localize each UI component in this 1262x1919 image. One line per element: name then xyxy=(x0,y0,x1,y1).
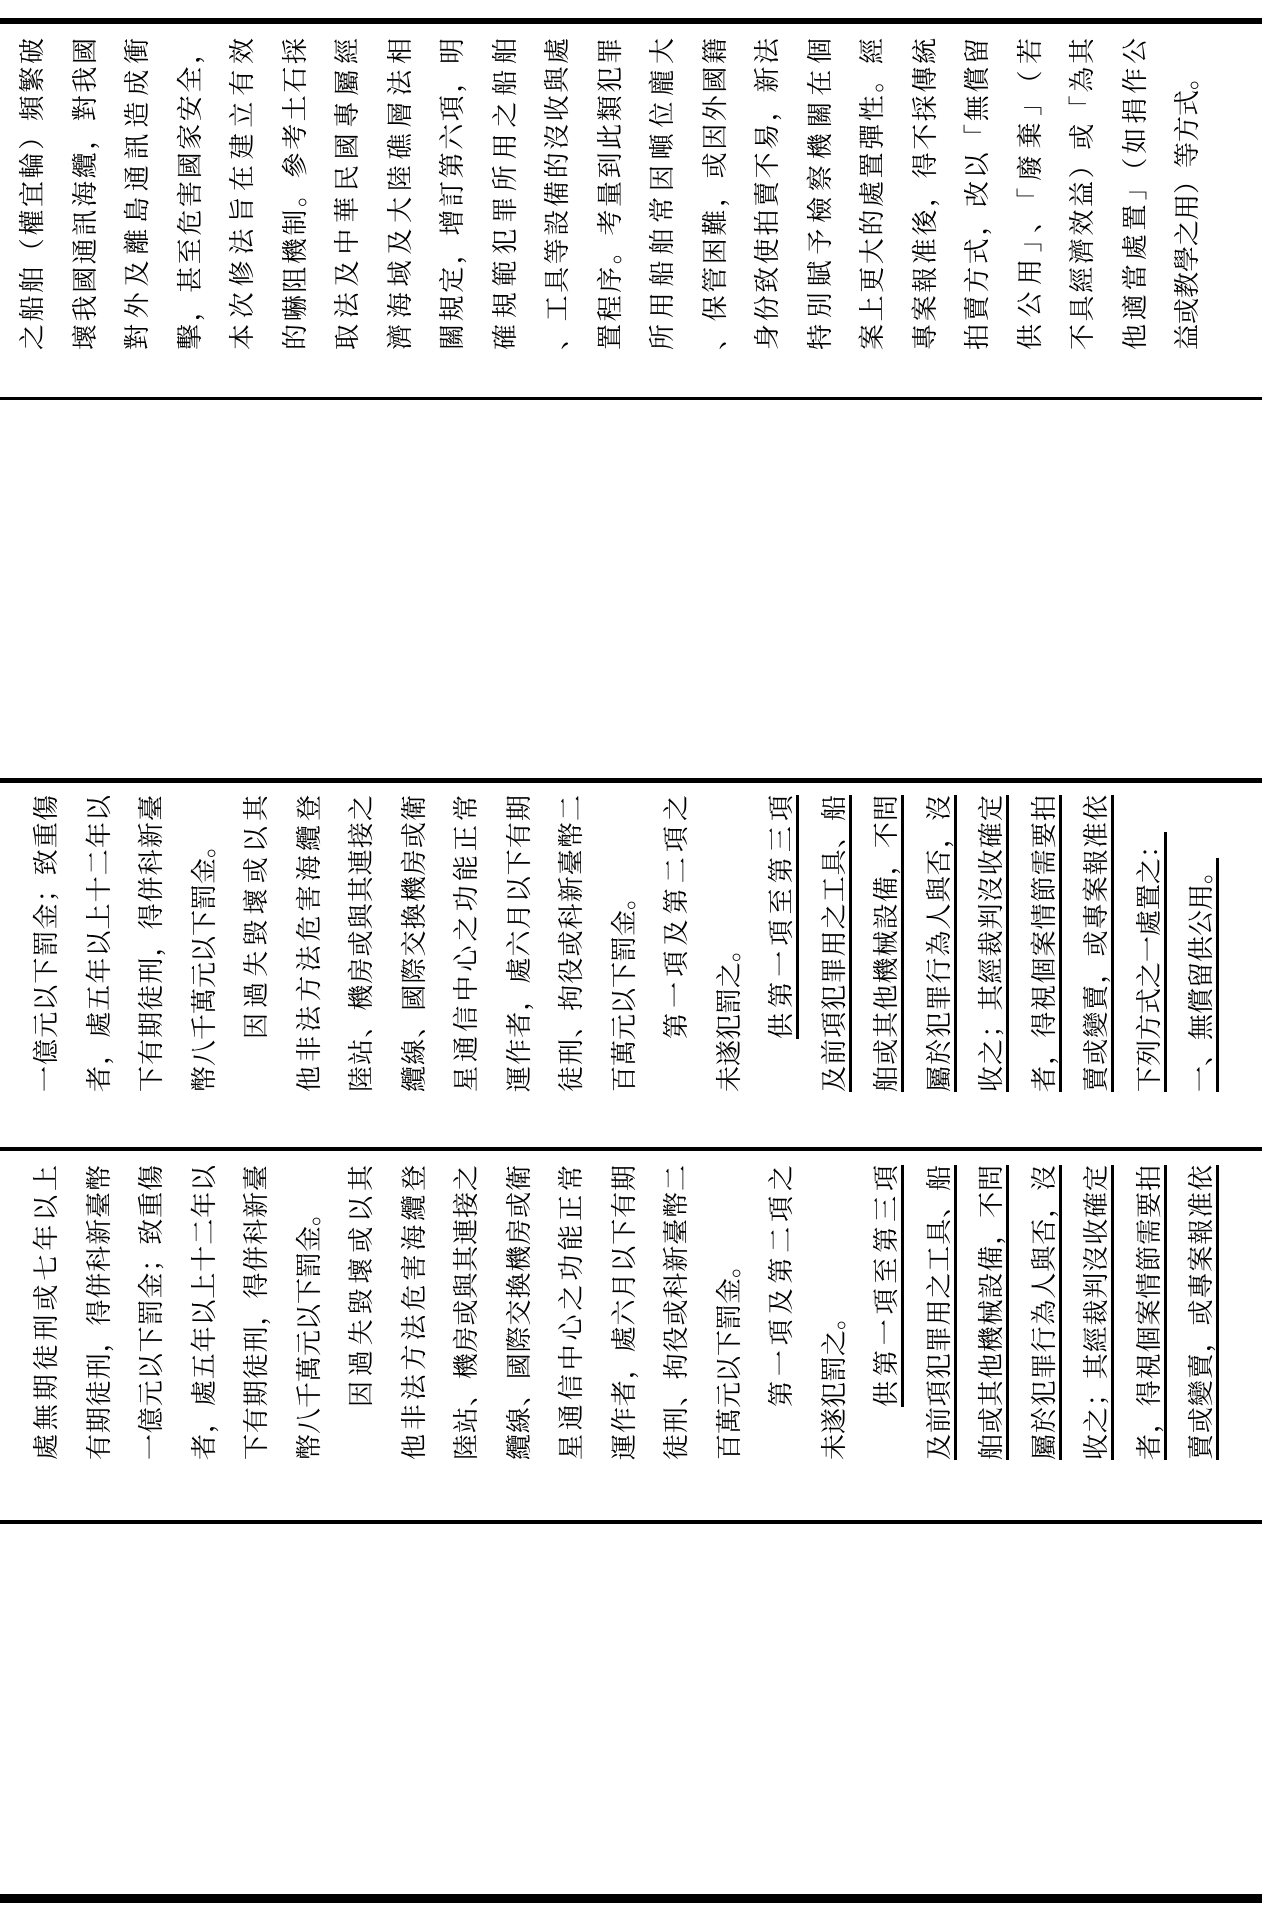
line-text: 運作者，處六月以下有期 xyxy=(609,1165,639,1460)
text-line xyxy=(74,795,127,1092)
table-outer-border-left xyxy=(0,1894,1262,1903)
text-line xyxy=(179,795,232,1092)
underlined-line-text: 舶或其他機械設備，不問 xyxy=(977,1165,1006,1460)
text-line xyxy=(7,38,60,350)
underlined-line-text: 賣或變賣，或專案報准依 xyxy=(1187,1165,1216,1460)
line-text: 取法及中華民國專屬經 xyxy=(333,38,362,350)
line-text: 身份致使拍賣不易，新法 xyxy=(753,38,782,350)
text-line xyxy=(441,1165,494,1460)
text-line xyxy=(284,1165,337,1460)
text-line xyxy=(756,1165,809,1460)
text-line xyxy=(861,1165,914,1460)
text-line xyxy=(704,795,757,1092)
line-text: 陸站、機房或與其連接之 xyxy=(452,1165,481,1460)
text-line xyxy=(704,1165,757,1460)
text-line xyxy=(270,38,323,350)
line-text: 星通信中心之功能正常 xyxy=(452,795,481,1092)
line-text: 拍賣方式，改以「無償留 xyxy=(963,38,992,350)
text-line xyxy=(546,795,599,1092)
line-text: 徒刑、拘役或科新臺幣二 xyxy=(662,1165,691,1460)
table-cell-explanation xyxy=(0,24,1262,397)
text-line xyxy=(60,38,113,350)
text-line xyxy=(74,1165,127,1460)
line-text: 擊，甚至危害國家安全， xyxy=(175,38,205,350)
underlined-line-text: 收之；其經裁判沒收確定 xyxy=(977,795,1006,1092)
line-text: 纜線、國際交換機房或衛 xyxy=(399,795,429,1092)
table-cell-provision-lower xyxy=(0,1151,1262,1520)
table-cell-provision-middle xyxy=(0,783,1262,1146)
line-text: 一億元以下罰金；致重傷 xyxy=(32,795,61,1092)
underlined-line-text: 賣或變賣，或專案報准依 xyxy=(1082,795,1111,1092)
line-text: 未遂犯罰之。 xyxy=(819,1303,849,1460)
line-text: 因過失毀壞或以其 xyxy=(347,1165,376,1407)
text-line xyxy=(1071,1165,1124,1460)
text-line xyxy=(1176,1165,1229,1460)
line-text: 關規定，增訂第六項，明 xyxy=(438,38,467,350)
line-text: 案上更大的處置彈性。經 xyxy=(858,38,887,350)
text-line xyxy=(389,795,442,1092)
text-line xyxy=(1005,38,1058,350)
text-line xyxy=(599,795,652,1092)
underlined-line-text: 屬於犯罪行為人與否，沒 xyxy=(924,795,954,1092)
line-text: 未遂犯罰之。 xyxy=(714,935,744,1092)
text-line xyxy=(389,1165,442,1460)
text-line xyxy=(532,38,585,350)
text-line xyxy=(599,1165,652,1460)
text-line xyxy=(952,38,1005,350)
text-line xyxy=(21,795,74,1092)
text-line xyxy=(809,795,862,1092)
text-line xyxy=(637,38,690,350)
text-line xyxy=(1176,795,1229,1092)
line-text: 所用船舶常因噸位龐大 xyxy=(648,38,677,350)
line-text: 置程序。考量到此類犯罪 xyxy=(595,38,625,350)
line-text: 他非法方法危害海纜登 xyxy=(399,1165,429,1460)
line-text: 者，處五年以上十二年以 xyxy=(84,795,114,1092)
line-text: 運作者，處六月以下有期 xyxy=(504,795,534,1092)
line-text: 第一項及第二項之 xyxy=(767,1165,796,1407)
line-text: 第一項及第二項之 xyxy=(662,795,691,1039)
text-line xyxy=(112,38,165,350)
table-cell-empty-bottom xyxy=(0,1524,1262,1894)
line-text: 壞我國通訊海纜，對我國 xyxy=(70,38,100,350)
line-text: 不具經濟效益）或「為其 xyxy=(1068,38,1097,350)
line-text: 、工具等設備的沒收與處 xyxy=(543,38,572,350)
line-text: 供公用」、「廢棄」（若 xyxy=(1015,38,1045,350)
text-line xyxy=(1110,38,1163,350)
text-line xyxy=(1071,795,1124,1092)
text-line xyxy=(336,1165,389,1460)
text-line xyxy=(1019,1165,1072,1460)
text-line xyxy=(375,38,428,350)
line-text: 本次修法旨在建立有效 xyxy=(228,38,257,350)
text-line xyxy=(1162,38,1215,350)
underlined-line-text: 者，得視個案情節需要拍 xyxy=(1134,1165,1164,1460)
line-text: 者，處五年以上十二年以 xyxy=(189,1165,219,1460)
line-text: 有期徒刑，得併科新臺幣 xyxy=(84,1165,114,1460)
text-line xyxy=(427,38,480,350)
text-line xyxy=(165,38,218,350)
line-text: 特別賦予檢察機關在個 xyxy=(805,38,835,350)
line-text: 下有期徒刑，得併科新臺 xyxy=(242,1165,271,1460)
text-line xyxy=(690,38,743,350)
line-text: 陸站、機房或與其連接之 xyxy=(347,795,376,1092)
text-line xyxy=(231,1165,284,1460)
line-text: 星通信中心之功能正常 xyxy=(557,1165,586,1460)
text-line xyxy=(126,795,179,1092)
text-line xyxy=(809,1165,862,1460)
underlined-line-text: 及前項犯罪用之工具、船 xyxy=(924,1165,954,1460)
underlined-line-text: 供第一項至第三項 xyxy=(767,795,796,1039)
line-text: 幣八千萬元以下罰金。 xyxy=(294,1199,324,1460)
text-line xyxy=(966,795,1019,1092)
underlined-line-text: 收之；其經裁判沒收確定 xyxy=(1082,1165,1111,1460)
line-text: 下有期徒刑，得併科新臺 xyxy=(137,795,166,1092)
line-text: 纜線、國際交換機房或衛 xyxy=(504,1165,534,1460)
line-text: 一億元以下罰金；致重傷 xyxy=(137,1165,166,1460)
text-line xyxy=(914,795,967,1092)
text-line xyxy=(847,38,900,350)
text-line xyxy=(494,1165,547,1460)
line-text: 處無期徒刑或七年以上 xyxy=(32,1165,61,1460)
text-line xyxy=(441,795,494,1092)
text-line xyxy=(322,38,375,350)
underlined-line-text: 及前項犯罪用之工具、船 xyxy=(819,795,849,1092)
text-line xyxy=(651,1165,704,1460)
line-text: 徒刑、拘役或科新臺幣二 xyxy=(557,795,586,1092)
line-text: 的嚇阻機制。參考土石採 xyxy=(280,38,310,350)
text-line xyxy=(1124,795,1177,1092)
text-line xyxy=(795,38,848,350)
text-line xyxy=(494,795,547,1092)
text-line xyxy=(284,795,337,1092)
text-line xyxy=(480,38,533,350)
text-line xyxy=(21,1165,74,1460)
underlined-line-text: 下列方式之一處置之： xyxy=(1134,831,1164,1092)
underlined-line-text: 供第一項至第三項 xyxy=(872,1165,901,1407)
text-line xyxy=(756,795,809,1092)
table-cell-empty-upper xyxy=(0,400,1262,778)
underlined-line-text: 者，得視個案情節需要拍 xyxy=(1029,795,1059,1092)
text-line xyxy=(217,38,270,350)
text-line xyxy=(231,795,284,1092)
text-line xyxy=(336,795,389,1092)
text-line xyxy=(1019,795,1072,1092)
underlined-line-text: 屬於犯罪行為人與否，沒 xyxy=(1029,1165,1059,1460)
text-line xyxy=(742,38,795,350)
text-line xyxy=(900,38,953,350)
text-line xyxy=(861,795,914,1092)
text-line xyxy=(1057,38,1110,350)
line-text: 益或教學之用）等方式。 xyxy=(1173,63,1202,350)
line-text: 確規範犯罪所用之船舶 xyxy=(490,38,520,350)
line-text: 百萬元以下罰金。 xyxy=(609,883,639,1092)
line-text: 濟海域及大陸礁層法相 xyxy=(385,38,415,350)
line-text: 他適當處置」（如捐作公 xyxy=(1120,38,1150,350)
underlined-line-text: 一、無償留供公用。 xyxy=(1187,857,1216,1092)
line-text: 他非法方法危害海纜登 xyxy=(294,795,324,1092)
text-line xyxy=(585,38,638,350)
line-text: 對外及離島通訊造成衝 xyxy=(123,38,152,350)
text-line xyxy=(914,1165,967,1460)
text-line xyxy=(179,1165,232,1460)
line-text: 專案報准後，得不採傳統 xyxy=(910,38,940,350)
text-line xyxy=(546,1165,599,1460)
line-text: 、保管困難，或因外國籍 xyxy=(700,38,730,350)
text-line xyxy=(966,1165,1019,1460)
line-text: 因過失毀壞或以其 xyxy=(242,795,271,1039)
line-text: 百萬元以下罰金。 xyxy=(714,1251,744,1460)
line-text: 幣八千萬元以下罰金。 xyxy=(189,831,219,1092)
line-text: 之船舶（權宜輪）頻繁破 xyxy=(18,38,47,350)
text-line xyxy=(1124,1165,1177,1460)
text-line xyxy=(651,795,704,1092)
text-line xyxy=(126,1165,179,1460)
underlined-line-text: 舶或其他機械設備，不問 xyxy=(872,795,901,1092)
